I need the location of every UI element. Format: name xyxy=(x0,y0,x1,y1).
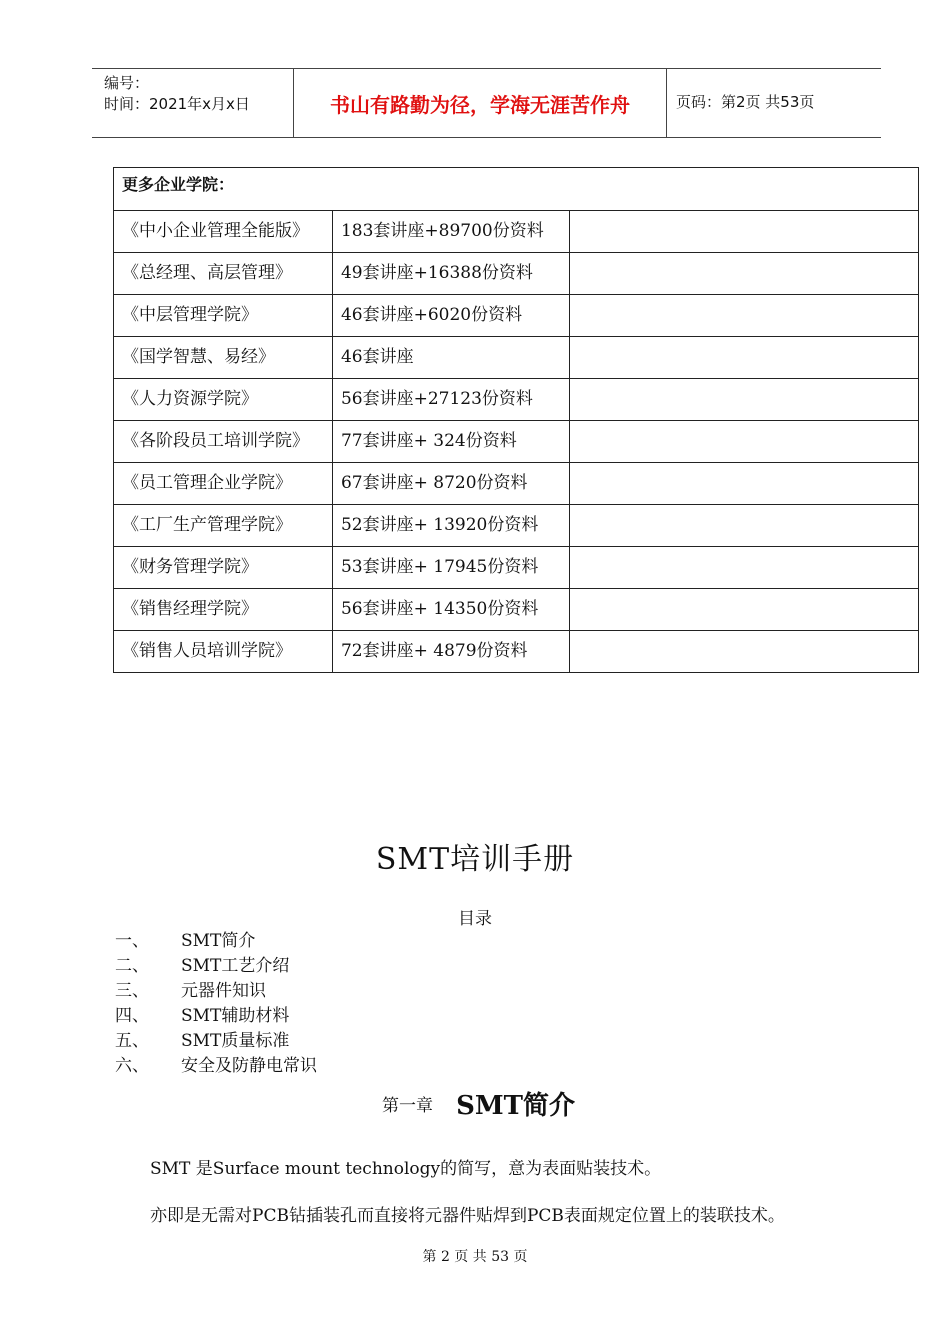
academy-content: 56套讲座+ 14350份资料 xyxy=(332,589,569,631)
table-row xyxy=(114,253,919,295)
empty-cell xyxy=(569,505,918,547)
academy-content: 53套讲座+ 17945份资料 xyxy=(332,547,569,589)
empty-cell xyxy=(569,589,918,631)
academy-name: 《总经理、高层管理》 xyxy=(114,253,333,295)
academy-content: 77套讲座+ 324份资料 xyxy=(332,421,569,463)
table-row xyxy=(114,379,919,421)
empty-cell xyxy=(569,379,918,421)
academy-content: 56套讲座+27123份资料 xyxy=(332,379,569,421)
page-footer: 第 2 页 共 53 页 xyxy=(422,1249,528,1265)
academy-content: 46套讲座+6020份资料 xyxy=(332,295,569,337)
header-page-info: 页码：第2页 共53页 xyxy=(676,93,815,111)
academy-content: 72套讲座+ 4879份资料 xyxy=(332,631,569,673)
document-title: SMT培训手册 xyxy=(375,842,575,877)
academy-name: 《中小企业管理全能版》 xyxy=(114,211,333,253)
academy-name: 《各阶段员工培训学院》 xyxy=(114,421,333,463)
toc-text: SMT质量标准 xyxy=(181,1031,290,1051)
empty-cell xyxy=(569,421,918,463)
empty-cell xyxy=(569,631,918,673)
empty-cell xyxy=(569,547,918,589)
table-row xyxy=(114,211,919,253)
header-meta xyxy=(104,73,250,115)
empty-cell xyxy=(569,211,918,253)
academy-name: 《工厂生产管理学院》 xyxy=(114,505,333,547)
toc-number: 二、 xyxy=(115,956,149,976)
body-paragraph: SMT 是Surface mount technology的简写，意为表面贴装技术。 xyxy=(150,1159,662,1179)
toc-title: 目录 xyxy=(458,909,492,929)
table-row xyxy=(114,295,919,337)
toc-number: 六、 xyxy=(115,1056,149,1076)
academy-name: 《财务管理学院》 xyxy=(114,547,333,589)
toc-number: 五、 xyxy=(115,1031,149,1051)
table-row xyxy=(114,421,919,463)
academy-name: 《销售经理学院》 xyxy=(114,589,333,631)
page-header xyxy=(92,68,881,138)
chapter-heading xyxy=(382,1085,575,1122)
toc-number: 一、 xyxy=(115,931,149,951)
toc-text: 元器件知识 xyxy=(181,981,266,1001)
toc-number: 三、 xyxy=(115,981,149,1001)
academy-name: 《销售人员培训学院》 xyxy=(114,631,333,673)
table-row xyxy=(114,547,919,589)
toc-text: SMT辅助材料 xyxy=(181,1006,290,1026)
empty-cell xyxy=(569,463,918,505)
academy-content: 49套讲座+16388份资料 xyxy=(332,253,569,295)
id-label: 编号： xyxy=(104,74,150,92)
academy-content: 52套讲座+ 13920份资料 xyxy=(332,505,569,547)
table-heading: 更多企业学院： xyxy=(114,168,919,211)
academy-name: 《员工管理企业学院》 xyxy=(114,463,333,505)
toc-text: SMT简介 xyxy=(181,931,256,951)
table-row xyxy=(114,631,919,673)
empty-cell xyxy=(569,253,918,295)
chapter-title: SMT简介 xyxy=(456,1091,575,1121)
empty-cell xyxy=(569,295,918,337)
academy-content: 46套讲座 xyxy=(332,337,569,379)
empty-cell xyxy=(569,337,918,379)
table-heading-row xyxy=(114,168,919,211)
table-row xyxy=(114,589,919,631)
academy-name: 《人力资源学院》 xyxy=(114,379,333,421)
table-row xyxy=(114,505,919,547)
table-row xyxy=(114,337,919,379)
toc-text: SMT工艺介绍 xyxy=(181,956,290,976)
time-label: 时间：2021年x月x日 xyxy=(104,95,250,113)
academy-content: 183套讲座+89700份资料 xyxy=(332,211,569,253)
academy-name: 《国学智慧、易经》 xyxy=(114,337,333,379)
academy-table xyxy=(113,167,919,673)
header-divider xyxy=(666,69,667,137)
academy-content: 67套讲座+ 8720份资料 xyxy=(332,463,569,505)
header-motto: 书山有路勤为径，学海无涯苦作舟 xyxy=(330,92,630,117)
academy-name: 《中层管理学院》 xyxy=(114,295,333,337)
chapter-label: 第一章 xyxy=(382,1096,433,1116)
table-row xyxy=(114,463,919,505)
body-paragraph: 亦即是无需对PCB钻插装孔而直接将元器件贴焊到PCB表面规定位置上的装联技术。 xyxy=(150,1206,785,1226)
toc-number: 四、 xyxy=(115,1006,149,1026)
toc-text: 安全及防静电常识 xyxy=(181,1056,317,1076)
